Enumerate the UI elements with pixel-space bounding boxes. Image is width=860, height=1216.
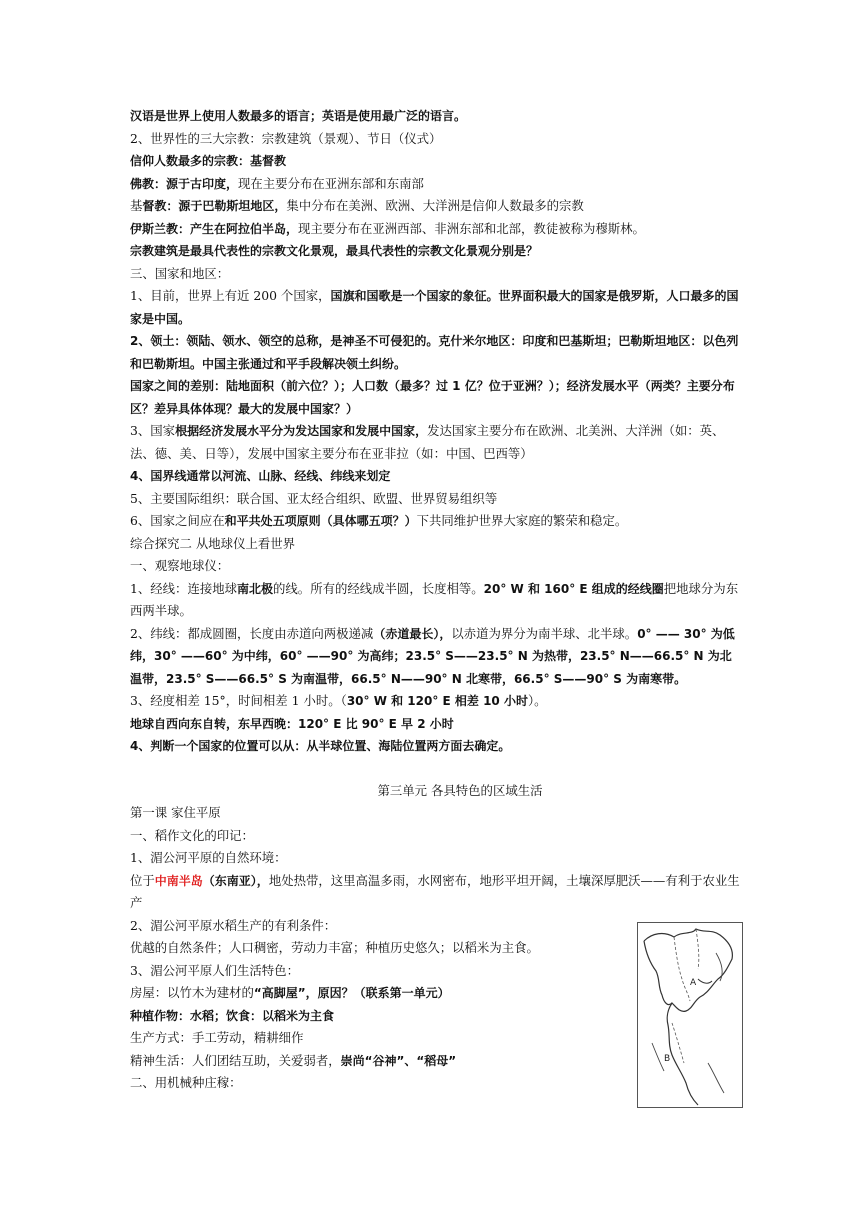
section-heading: 三、国家和地区：: [130, 265, 230, 281]
text-line: 信仰人数最多的宗教：基督教: [130, 154, 287, 168]
text-line: 2、世界性的三大宗教：宗教建筑（景观）、节日（仪式）: [130, 130, 442, 146]
text-paragraph: 2、领土：领陆、领水、领空的总称，是神圣不可侵犯的。克什米尔地区：印度和巴基斯坦；巴勒斯坦地区：以色列和巴勒斯坦。中国主张通过和平手段解决领土纠纷。: [130, 334, 739, 371]
text-line: 4、判断一个国家的位置可以从：从半球位置、海陆位置两方面去确定。: [130, 739, 511, 753]
text-line: 生产方式：手工劳动，精耕细作: [130, 1030, 304, 1045]
text-line: 汉语是世界上使用人数最多的语言；英语是使用最广泛的语言。: [130, 109, 467, 123]
text-line: 宗教建筑是最具代表性的宗教文化景观，最具代表性的宗教文化景观分别是？: [130, 244, 539, 258]
indochina-map-figure: [637, 922, 743, 1108]
text-paragraph: 1、目前，世界上有近 200 个国家，国旗和国歌是一个国家的象征。世界面积最大的国家是俄罗斯，人口最多的国家是中国。: [130, 288, 739, 326]
text-line: 地球自西向东自转，东早西晚：120° E 比 90° E 早 2 小时: [130, 716, 454, 731]
lesson-title: 第一课 家住平原: [130, 805, 221, 820]
text-paragraph: 2、纬线：都成圆圈，长度由赤道向两极递减（赤道最长），以赤道为界分为南半球、北半球。0° —— 30° 为低纬，30° ——60° 为中纬，60° ——90° 为高纬；23.5° S——23.5° N 为热带，23.5° N——66.5° N 为北温带，23.5° S——66.5° S 为南温带，66.5° N——90° N 北寒带，66.5° S——90° S 为南寒带。: [130, 625, 735, 686]
section-heading: 一、观察地球仪：: [130, 558, 230, 573]
text-paragraph: 3、国家根据经济发展水平分为发达国家和发展中国家，发达国家主要分布在欧洲、北美洲、大洋洲（如：英、法、德、美、日等），发展中国家主要分布在亚非拉（如：中国、巴西等）: [130, 423, 725, 461]
text-line: 优越的自然条件；人口稠密，劳动力丰富；种植历史悠久；以稻米为主食。: [130, 940, 539, 955]
text-line: 1、湄公河平原的自然环境：: [130, 850, 287, 865]
text-line: 6、国家之间应在和平共处五项原则（具体哪五项？）下共同维护世界大家庭的繁荣和稳定。: [130, 513, 628, 528]
map-label-b: B: [664, 1054, 671, 1064]
map-label-a: A: [690, 978, 697, 988]
unit-title: 第三单元 各具特色的区域生活: [377, 782, 543, 798]
text-line: 5、主要国际组织：联合国、亚太经合组织、欧盟、世界贸易组织等: [130, 490, 498, 506]
text-line: 佛教：源于古印度，现在主要分布在亚洲东部和东南部: [130, 175, 424, 191]
text-line: 3、经度相差 15°，时间相差 1 小时。（30° W 和 120° E 相差 10 小时）。: [130, 693, 547, 708]
text-line: 2、湄公河平原水稻生产的有利条件：: [130, 917, 337, 933]
text-line: 3、湄公河平原人们生活特色：: [130, 962, 299, 978]
text-line: 种植作物：水稻；饮食：以稻米为主食: [130, 1008, 335, 1023]
text-paragraph: 位于中南半岛（东南亚），地处热带，这里高温多雨，水网密布，地形平坦开阔，土壤深厚肥沃——有利于农业生产: [130, 872, 740, 910]
highlight-text: 中南半岛: [154, 873, 203, 888]
text-line: 精神生活：人们团结互助，关爱弱者，崇尚“谷神”、“稻母”: [130, 1052, 457, 1068]
text-paragraph: 国家之间的差别：陆地面积（前六位？）；人口数（最多？过 1 亿？位于亚洲？）；经济发展水平（两类？主要分布区？差异具体体现？最大的发展中国家？）: [130, 379, 735, 416]
text-line: 基督教：源于巴勒斯坦地区，集中分布在美洲、欧洲、大洋洲是信仰人数最多的宗教: [130, 198, 584, 213]
text-paragraph: 1、经线：连接地球南北极的线。所有的经线成半圆，长度相等。20° W 和 160° E 组成的经线圈把地球分为东西两半球。: [130, 580, 739, 618]
section-heading: 综合探究二 从地球仪上看世界: [130, 535, 296, 551]
text-line: 房屋：以竹木为建材的“高脚屋”，原因？（联系第一单元）: [130, 985, 450, 1000]
text-line: 伊斯兰教：产生在阿拉伯半岛，现主要分布在亚洲西部、非洲东部和北部，教徒被称为穆斯林。: [130, 220, 645, 236]
map-drawing: [638, 923, 742, 1107]
text-line: 4、国界线通常以河流、山脉、经线、纬线来划定: [130, 469, 391, 483]
section-heading: 一、稻作文化的印记：: [130, 827, 254, 843]
section-heading: 二、用机械种庄稼：: [130, 1075, 242, 1090]
